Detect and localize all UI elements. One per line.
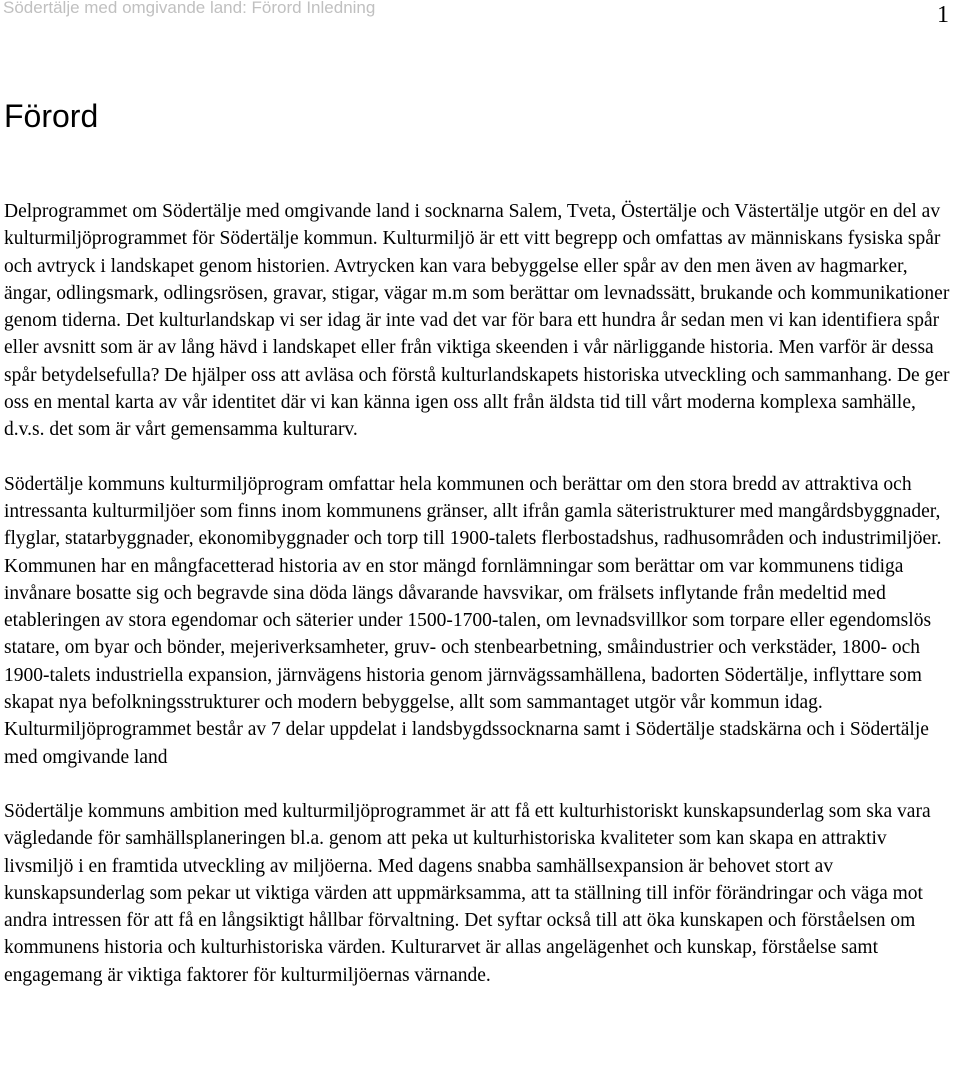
paragraph-ambition: Södertälje kommuns ambition med kulturmiljöprogrammet är att få ett kulturhistoriskt kunskapsunderlag som ska vara vägledande för samhällsplaneringen bl.a. genom att peka ut kulturhistoriska kvaliteter som kan skapa en attraktiv livsmiljö i en framtida utveckling av miljöerna. Med dagens snabba samhällsexpansion är behovet stort av kunskapsunderlag som pekar ut viktiga värden att uppmärksamma, att ta ställning till inför förändringar och väga mot andra intressen för att få en långsiktigt hållbar förvaltning. Det syftar också till att öka kunskapen och förståelsen om kommunens historia och kulturhistoriska värden. Kulturarvet är allas angelägenhet och kunskap, förståelse samt engagemang är viktiga faktorer för kulturmiljöernas värnande. (4, 800, 931, 986)
chapter-title: Förord (4, 98, 99, 134)
paragraph-intro: Delprogrammet om Södertälje med omgivande land i socknarna Salem, Tveta, Östertälje och Västertälje utgör en del av kulturmiljöprogrammet för Södertälje kommun. Kulturmiljö är ett vitt begrepp och omfattas av människans fysiska spår och avtryck i landskapet genom historien. Avtrycken kan vara bebyggelse eller spår av den men även av hagmarker, ängar, odlingsmark, odlingsrösen, gravar, stigar, vägar m.m som berättar om levnadssätt, brukande och kommunikationer genom tiderna. Det kulturlandskap vi ser idag är inte vad det var för bara ett hundra år sedan men vi kan identifiera spår eller avsnitt som är av lång hävd i landskapet eller från viktiga skeenden i vår närliggande historia. Men varför är dessa spår betydelsefulla? De hjälper oss att avläsa och förstå kulturlandskapets historiska utveckling och sammanhang. De ger oss en mental karta av vår identitet där vi kan känna igen oss allt från äldsta tid till vårt moderna komplexa samhälle, d.v.s. det som är vårt gemensamma kulturarv. (4, 201, 950, 441)
body-text (4, 198, 958, 1016)
running-title: Södertälje med omgivande land: Förord Inledning (3, 0, 376, 17)
paragraph-program-scope: Södertälje kommuns kulturmiljöprogram omfattar hela kommunen och berättar om den stora bredd av attraktiva och intressanta kulturmiljöer som finns inom kommunens gränser, allt ifrån gamla säteristrukturer med mangårdsbyggnader, flyglar, statarbyggnader, ekonomibyggnader och torp till 1900-talets flerbostadshus, radhusområden och industrimiljöer. Kommunen har en mångfacetterad historia av en stor mängd fornlämningar som berättar om var kommunens tidiga invånare bosatte sig och begravde sina döda längs dåvarande havsvikar, om frälsets inflytande från medeltid med etableringen av stora egendomar och säterier under 1500-1700-talen, om levnadsvillkor som torpare eller egendomslös statare, om byar och bönder, mejeriverksamheter, gruv- och stenbearbetning, småindustrier och verkstäder, 1800- och 1900-talets industriella expansion, järnvägens historia genom järnvägssamhällena, badorten Södertälje, inflyttare som skapat nya befolkningsstrukturer och modern bebyggelse, allt som sammantaget utgör vår kommun idag. Kulturmiljöprogrammet består av 7 delar uppdelat i landsbygdssocknarna samt i Södertälje stadskärna och i Södertälje med omgivande land (4, 473, 942, 768)
page-header (3, 0, 957, 28)
page-number: 1 (937, 2, 949, 28)
